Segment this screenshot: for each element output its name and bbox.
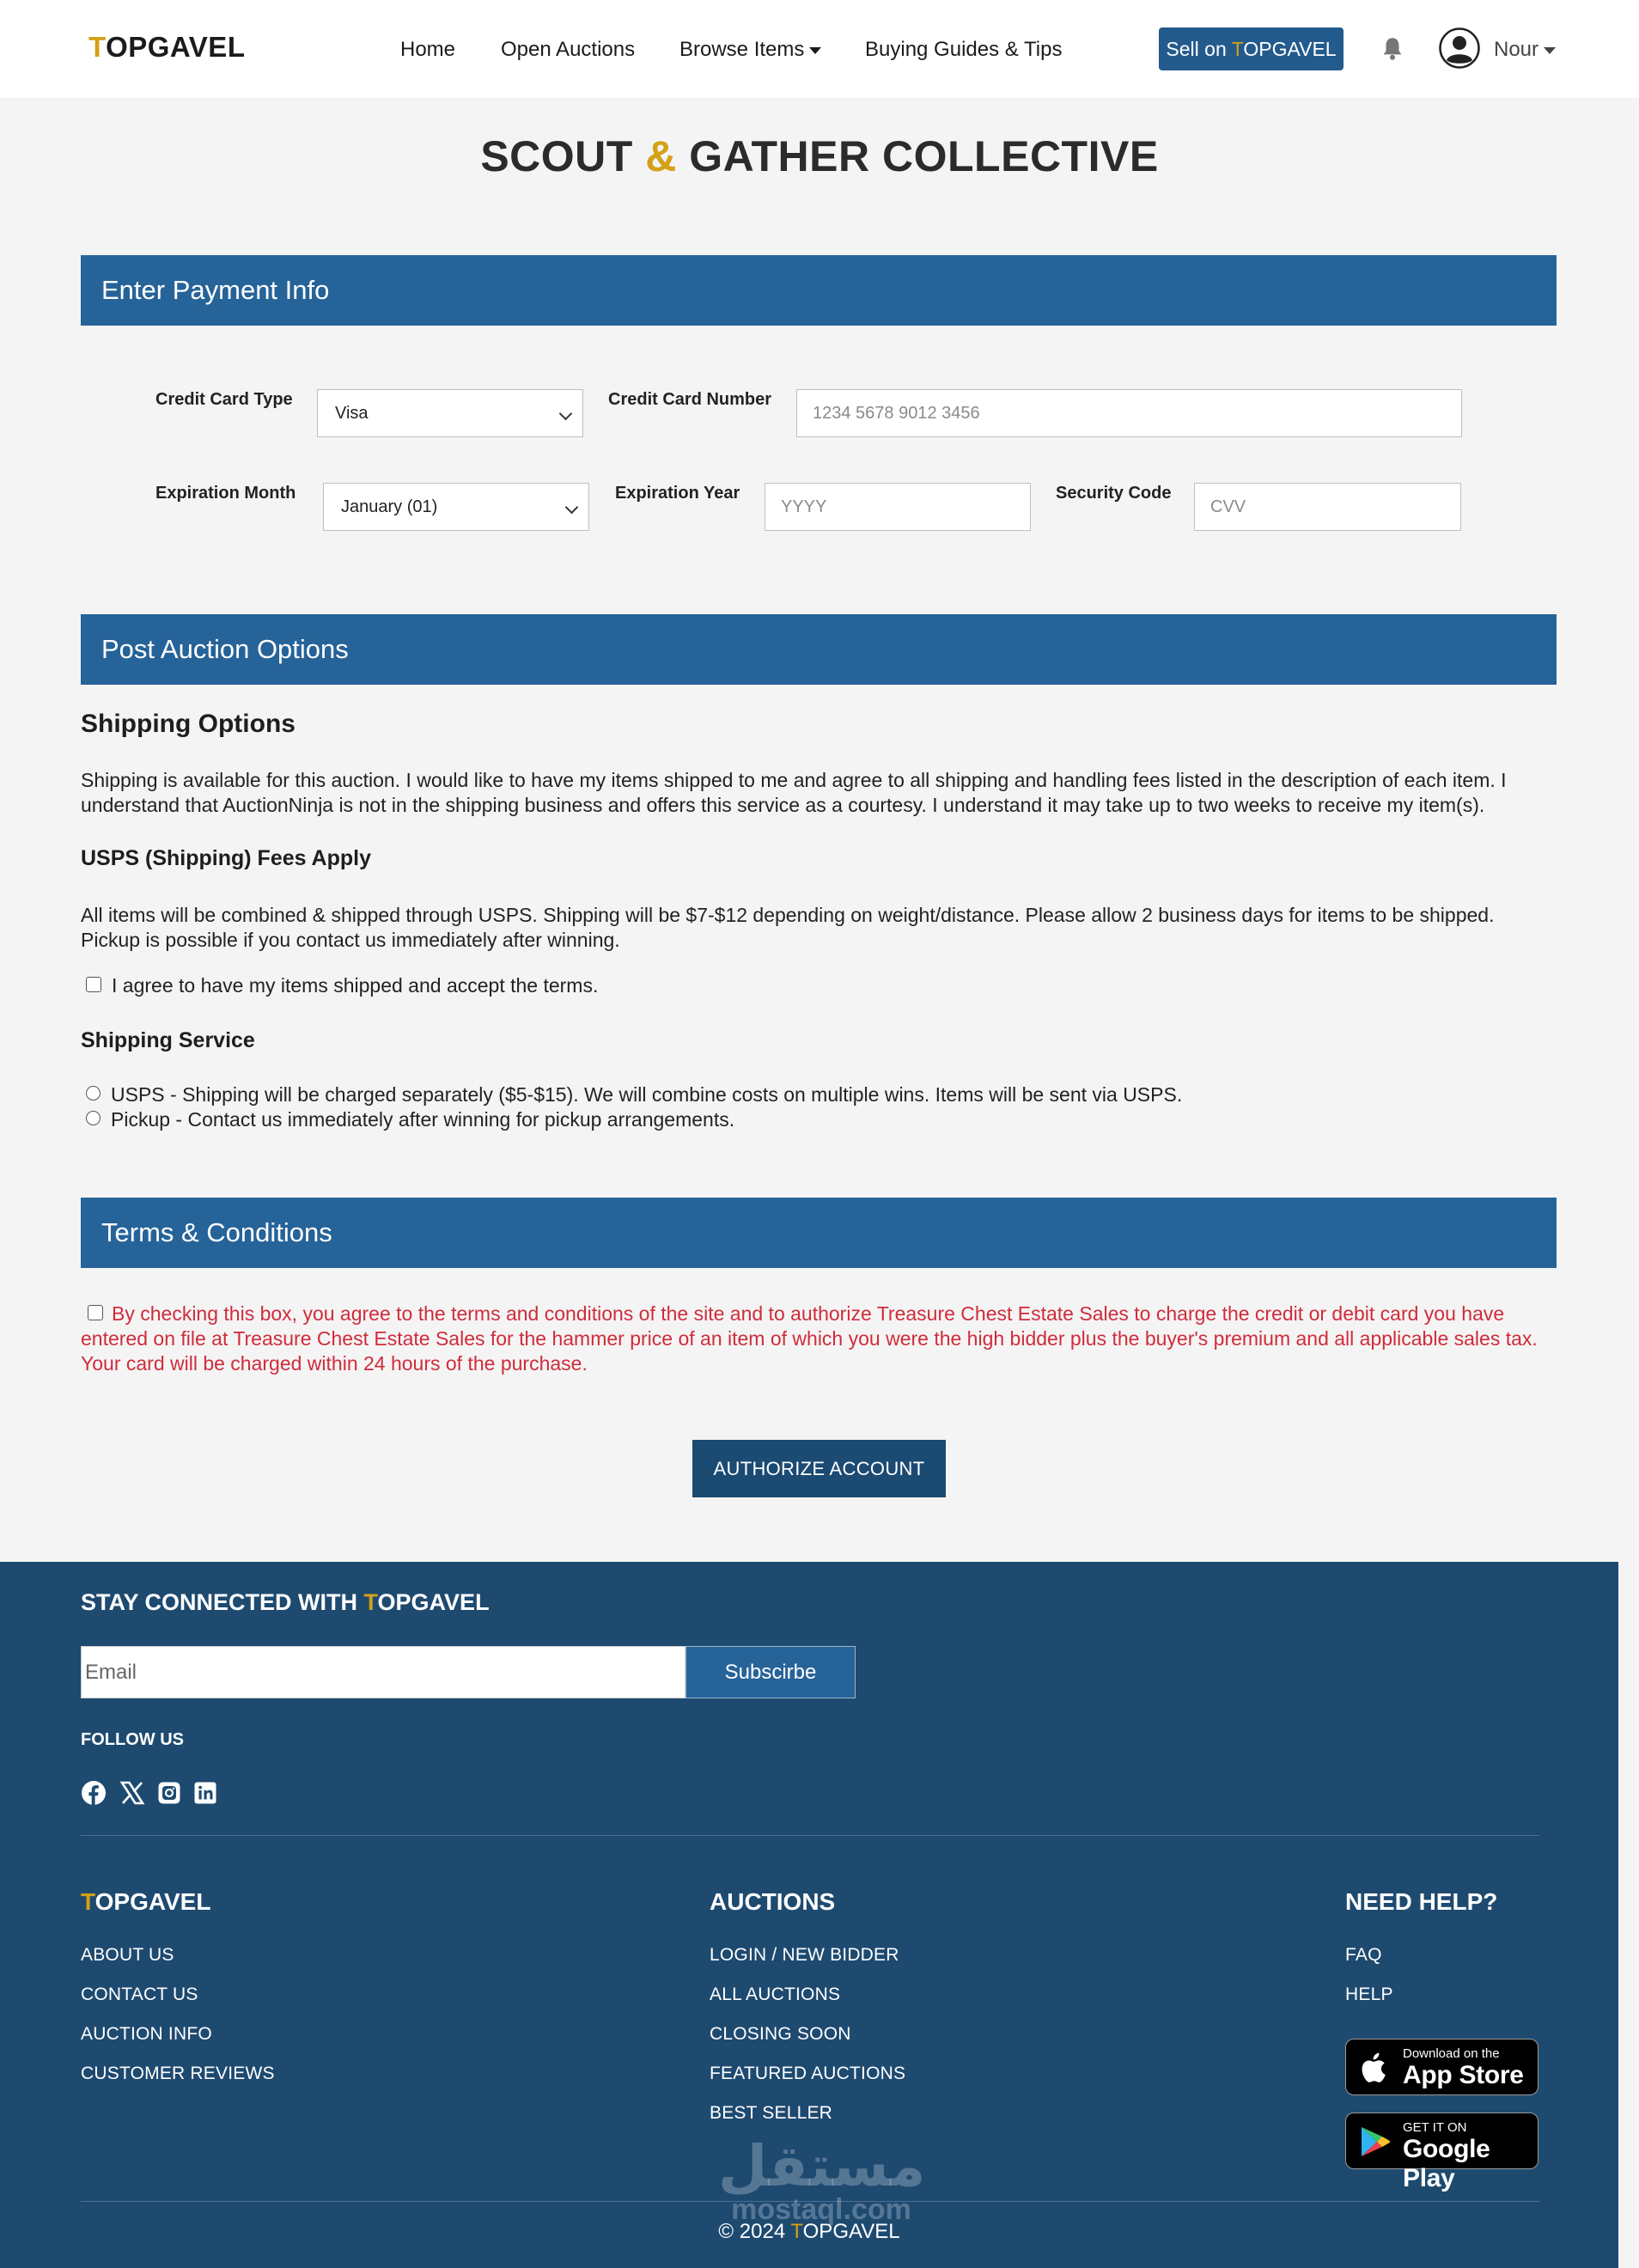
card-type-select[interactable]: Visa: [317, 389, 583, 437]
exp-month-select[interactable]: January (01): [323, 483, 589, 531]
footer-link-best-seller[interactable]: BEST SELLER: [710, 2103, 833, 2123]
avatar[interactable]: [1439, 27, 1480, 69]
stay-connected-title: STAY CONNECTED WITH TOPGAVEL: [81, 1589, 490, 1615]
top-navbar: [0, 0, 1639, 98]
agree-shipping-label: I agree to have my items shipped and accept the terms.: [112, 974, 599, 997]
page-title: SCOUT & GATHER COLLECTIVE: [480, 132, 1159, 180]
footer: [0, 1562, 1618, 2268]
authorize-account-button[interactable]: AUTHORIZE ACCOUNT: [692, 1440, 946, 1497]
footer-link-featured-auctions[interactable]: FEATURED AUCTIONS: [710, 2064, 906, 2083]
shipping-service-title: Shipping Service: [81, 1028, 255, 1052]
shipping-service-option-pickup[interactable]: Pickup - Contact us immediately after winning for pickup arrangements.: [86, 1108, 734, 1131]
instagram-icon[interactable]: [156, 1780, 182, 1806]
copyright: © 2024 TOPGAVEL: [718, 2220, 900, 2243]
footer-link-customer-reviews[interactable]: CUSTOMER REVIEWS: [81, 2064, 275, 2083]
shipping-description: Shipping is available for this auction. I would like to have my items shipped to me and agree to all shipping and handling fees listed in the description of each item. I understand that AuctionNinja is not in the shipping business and offers this service as a courtesy. I understand it may take up to two weeks to receive my item(s).: [81, 769, 1507, 816]
pickup-radio[interactable]: [86, 1111, 101, 1125]
user-menu[interactable]: Nour: [1494, 38, 1556, 62]
footer-link-login[interactable]: LOGIN / NEW BIDDER: [710, 1945, 899, 1965]
app-store-small-text: Download on the: [1403, 2046, 1500, 2061]
security-code-label: Security Code: [1056, 484, 1172, 503]
google-play-small-text: GET IT ON: [1403, 2120, 1467, 2135]
footer-divider: [81, 1835, 1539, 1836]
card-number-label: Credit Card Number: [608, 390, 772, 409]
exp-year-label: Expiration Year: [615, 484, 740, 503]
footer-brand-title: TOPGAVEL: [81, 1888, 211, 1915]
footer-link-faq[interactable]: FAQ: [1345, 1945, 1382, 1965]
app-store-button[interactable]: [1345, 2039, 1538, 2095]
app-store-big-text: App Store: [1403, 2061, 1524, 2089]
site-logo[interactable]: TOPGAVEL: [88, 31, 246, 63]
payment-section-header: Enter Payment Info: [81, 255, 1557, 326]
google-play-icon: [1358, 2124, 1392, 2160]
newsletter-email-input[interactable]: Email: [81, 1646, 685, 1698]
google-play-big-text: Google Play: [1403, 2135, 1490, 2192]
nav-buying-guides[interactable]: Buying Guides & Tips: [865, 38, 1063, 61]
footer-link-closing-soon[interactable]: CLOSING SOON: [710, 2024, 851, 2044]
footer-auctions-title: AUCTIONS: [710, 1888, 836, 1915]
x-icon[interactable]: [119, 1780, 145, 1806]
exp-year-input[interactable]: YYYY: [765, 483, 1031, 531]
footer-link-all-auctions[interactable]: ALL AUCTIONS: [710, 1984, 841, 2004]
security-code-input[interactable]: CVV: [1194, 483, 1461, 531]
footer-link-help[interactable]: HELP: [1345, 1984, 1393, 2004]
linkedin-icon[interactable]: [192, 1780, 218, 1806]
terms-section-header: Terms & Conditions: [81, 1198, 1557, 1268]
facebook-icon[interactable]: [81, 1780, 107, 1806]
exp-month-label: Expiration Month: [155, 484, 296, 503]
chevron-down-icon: [565, 501, 579, 515]
mostaql-watermark: مستقل mostaql.com: [718, 2134, 926, 2226]
card-number-input[interactable]: 1234 5678 9012 3456: [796, 389, 1462, 437]
footer-help-title: NEED HELP?: [1345, 1888, 1498, 1915]
agree-shipping-row[interactable]: [86, 974, 598, 997]
terms-text: By checking this box, you agree to the terms and conditions of the site and to authorize Treasure Chest Estate Sales to charge the credit or debit card you have entered on file at Treasure Chest Estate Sales for the hammer price of an item of which you were the high bidder plus the buyer's premium and all applicable sales tax. Your card will be charged within 24 hours of the purchase.: [81, 1302, 1538, 1375]
post-auction-section-header: Post Auction Options: [81, 614, 1557, 685]
subscribe-button[interactable]: Subscirbe: [685, 1646, 856, 1698]
apple-icon: [1358, 2050, 1392, 2086]
nav-home[interactable]: Home: [400, 38, 456, 61]
footer-link-contact-us[interactable]: CONTACT US: [81, 1984, 198, 2004]
bell-icon[interactable]: [1380, 36, 1404, 62]
terms-agreement: [81, 1302, 1563, 1376]
usps-fees-description: All items will be combined & shipped through USPS. Shipping will be $7-$12 depending on weight/distance. Please allow 2 business days for items to be shipped. Pickup is possible if you contact us immediately after winning.: [81, 904, 1495, 951]
nav-browse-items[interactable]: Browse Items: [679, 38, 821, 62]
chevron-down-icon: [559, 407, 573, 421]
usps-radio[interactable]: [86, 1086, 101, 1100]
chevron-down-icon: [809, 47, 821, 54]
follow-us-label: FOLLOW US: [81, 1730, 184, 1749]
footer-link-auction-info[interactable]: AUCTION INFO: [81, 2024, 212, 2044]
sell-button[interactable]: Sell on TOPGAVEL: [1159, 27, 1343, 70]
footer-link-about-us[interactable]: ABOUT US: [81, 1945, 174, 1965]
chevron-down-icon: [1544, 47, 1556, 54]
card-type-label: Credit Card Type: [155, 390, 293, 409]
shipping-service-option-usps[interactable]: USPS - Shipping will be charged separately ($5-$15). We will combine costs on multiple wins. Items will be sent via USPS.: [86, 1083, 1182, 1107]
shipping-options-title: Shipping Options: [81, 710, 296, 738]
nav-open-auctions[interactable]: Open Auctions: [501, 38, 636, 61]
usps-fees-title: USPS (Shipping) Fees Apply: [81, 846, 371, 870]
agree-shipping-checkbox[interactable]: [86, 977, 101, 992]
terms-checkbox[interactable]: [88, 1305, 103, 1320]
google-play-button[interactable]: [1345, 2113, 1538, 2192]
